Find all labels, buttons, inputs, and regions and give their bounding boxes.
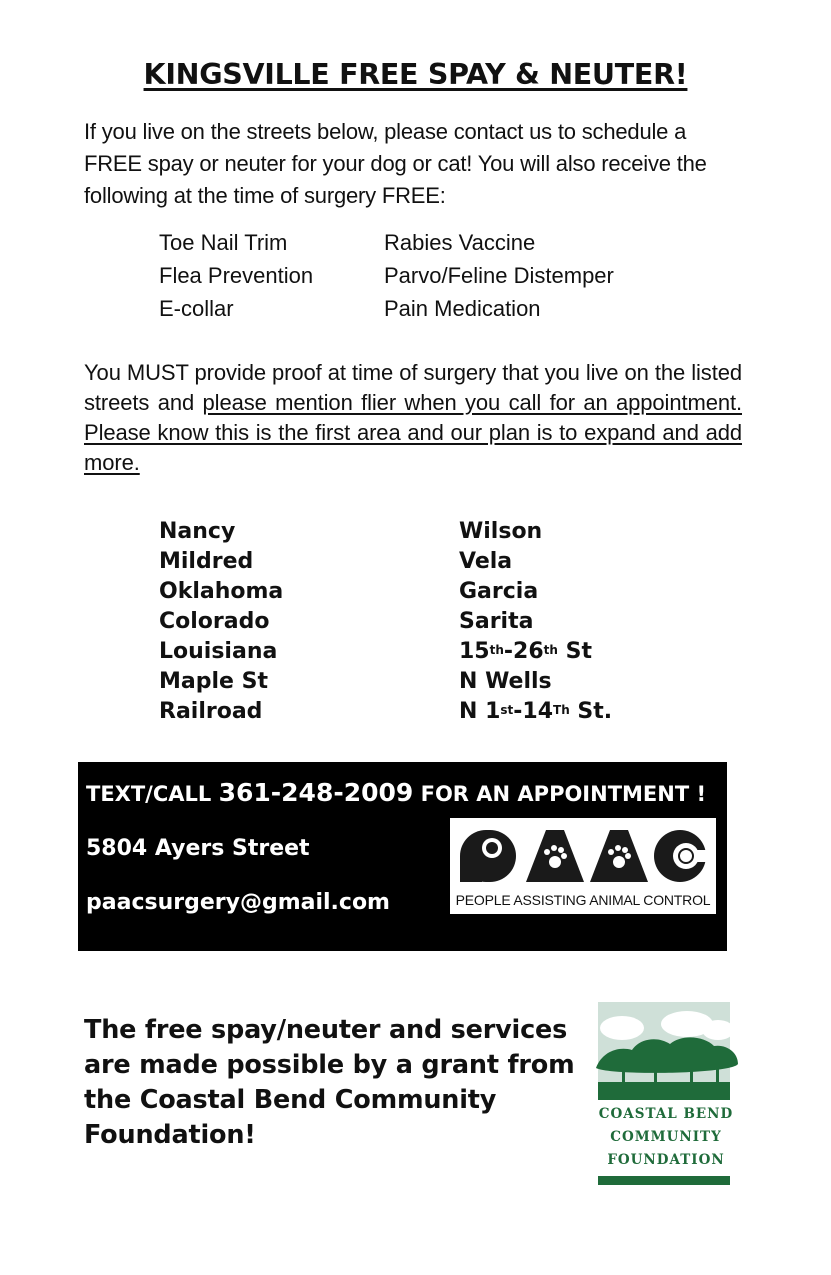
street-name: Garcia [459, 579, 539, 604]
street-name: Wilson [459, 519, 543, 544]
flyer-title: KINGSVILLE FREE SPAY & NEUTER! [143, 58, 688, 91]
street-range-15-26: 15th-26th St [459, 639, 592, 664]
service-item: E-collar [159, 296, 234, 321]
paac-letters-graphic [450, 818, 716, 888]
street-name: Railroad [159, 699, 263, 724]
street-name: Louisiana [159, 639, 278, 664]
street-name: Colorado [159, 609, 270, 634]
contact-box [78, 762, 727, 951]
cbcf-name-line: FOUNDATION [607, 1152, 725, 1168]
service-item: Pain Medication [384, 296, 541, 321]
services-right-column [384, 226, 614, 325]
grant-statement: The free spay/neuter and services are made possible by a grant from the Coastal Bend Community Foundation! [84, 1015, 575, 1150]
street-range-1-14: N 1st-14Th St. [459, 699, 613, 724]
street-address: 5804 Ayers Street [86, 836, 310, 861]
streets-right-column [459, 517, 612, 727]
paac-logo-caption: PEOPLE ASSISTING ANIMAL CONTROL [455, 892, 711, 908]
service-item: Rabies Vaccine [384, 230, 536, 255]
streets-left-column [159, 517, 283, 727]
tree-canopy-icon [592, 1000, 740, 1110]
paac-letter-a-paw-icon [526, 830, 584, 882]
paac-letter-c-icon [654, 830, 716, 882]
paac-letter-a-paw-icon [590, 830, 648, 882]
call-to-action: TEXT/CALL 361-248-2009 FOR AN APPOINTMENT ! [86, 778, 707, 807]
paac-letter-p-icon [460, 830, 516, 882]
street-name: Mildred [159, 549, 254, 574]
street-name: Nancy [159, 519, 236, 544]
proof-paragraph [84, 358, 742, 478]
street-name: Oklahoma [159, 579, 284, 604]
service-item: Flea Prevention [159, 263, 314, 288]
phone-number[interactable]: 361-248-2009 [218, 778, 414, 807]
street-name: Vela [459, 549, 513, 574]
paac-logo [450, 818, 716, 914]
street-name: Sarita [459, 609, 534, 634]
proof-underlined-text: please mention flier when you call for an appointment. Please know this is the first area and our plan is to expand and add more. [84, 390, 742, 475]
services-left-column [159, 226, 313, 325]
street-name: Maple St [159, 669, 268, 694]
coastal-bend-foundation-logo [592, 1000, 740, 1190]
intro-paragraph: If you live on the streets below, please contact us to schedule a FREE spay or neuter for your dog or cat! You will also receive the following at the time of surgery FREE: [84, 119, 707, 208]
service-item: Parvo/Feline Distemper [384, 263, 614, 288]
cbcf-name-line: COASTAL BEND [598, 1106, 734, 1122]
service-item: Toe Nail Trim [159, 230, 288, 255]
cbcf-name-line: COMMUNITY [610, 1129, 722, 1145]
street-name: N Wells [459, 669, 552, 694]
cbcf-bottom-bar [598, 1176, 730, 1185]
proof-text: You MUST provide proof at time of surgery that you live on the listed streets and [84, 360, 742, 415]
email-address[interactable]: paacsurgery@gmail.com [86, 890, 390, 915]
